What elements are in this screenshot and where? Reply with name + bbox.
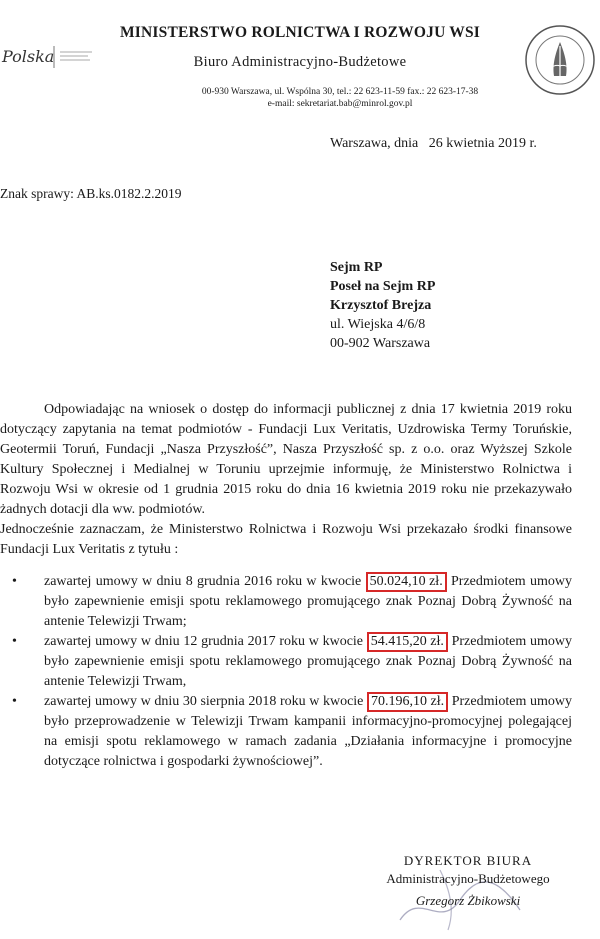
signature-title: DYREKTOR BIURA xyxy=(403,853,533,868)
item-text-after: Przedmiotem umowy było zapewnienie emisji spotu reklamowego promującego znak Poznaj Dobrą Żywność na antenie Telewizji Trwam, xyxy=(44,634,572,689)
recipient-line-1: Sejm RP xyxy=(330,260,383,275)
signature-office: Administracyjno-Budżetowego xyxy=(386,871,550,886)
paragraph-2: Jednocześnie zaznaczam, że Ministerstwo Rolnictwa i Rozwoju Wsi przekazało środki finansowe Fundacji Lux Veritatis z tytułu : xyxy=(0,522,572,557)
ministry-name: MINISTERSTWO ROLNICTWA I ROZWOJU WSI xyxy=(119,24,481,41)
recipient-line-5: 00-902 Warszawa xyxy=(330,336,431,351)
email-line: e-mail: sekretariat.bab@minrol.gov.pl xyxy=(267,99,413,109)
address-line: 00-930 Warszawa, ul. Wspólna 30, tel.: 22 623-11-59 fax.: 22 623-17-38 xyxy=(201,87,479,97)
recipient-line-3: Krzysztof Brejza xyxy=(330,298,432,313)
item-text-after: Przedmiotem umowy było przeprowadzenie w Telewizji Trwam kampanii informacyjno-promocyjnej polegającej na emisji spotu reklamowego w ramach zadania „Działania informacyjne i promocyjne dotyczące rolnictwa i gospodarki żywnościowej”. xyxy=(44,694,572,769)
svg-text:Polska: Polska xyxy=(2,47,55,66)
case-number: Znak sprawy: AB.ks.0182.2.2019 xyxy=(0,186,182,201)
contact-block xyxy=(170,86,510,110)
payments-list xyxy=(0,572,572,772)
bullet-icon: • xyxy=(12,694,17,709)
recipient-address xyxy=(330,258,435,353)
paragraph-1: Odpowiadając na wniosek o dostęp do informacji publicznej z dnia 17 kwietnia 2019 roku dotyczący zapytania na temat podmiotów - Fundacji Lux Veritatis, Uzdrowiska Termy Toruńskie, Geotermii Toruń, Fundacji „Nasza Przyszłość”, Nasza Przyszłość sp. z o.o. oraz Wyższej Szkole Kultury Społecznej i Medialnej w Toruniu uprzejmie informuję, że Ministerstwo Rolnictwa i Rozwoju Wsi w okresie od 1 grudnia 2015 roku do dnia 16 kwietnia 2019 roku nie przekazywało żadnych dotacji dla ww. podmiotów. xyxy=(0,402,572,517)
bullet-icon: • xyxy=(12,574,17,589)
amount-highlight: 50.024,10 zł. xyxy=(366,572,447,592)
list-item xyxy=(0,572,572,632)
recipient-line-2: Poseł na Sejm RP xyxy=(330,279,436,294)
item-text-before: zawartej umowy w dniu 12 grudnia 2017 roku w kwocie xyxy=(44,634,367,649)
amount-highlight: 54.415,20 zł. xyxy=(367,632,448,652)
recipient-line-4: ul. Wiejska 4/6/8 xyxy=(330,317,426,332)
amount-highlight: 70.196,10 zł. xyxy=(367,692,448,712)
item-text-after: Przedmiotem umowy było zapewnienie emisji spotu reklamowego promującego znak Poznaj Dobrą Żywność na antenie Telewizji Trwam; xyxy=(44,574,572,629)
signature-name: Grzegorz Żbikowski xyxy=(415,893,521,908)
item-text-before: zawartej umowy w dniu 8 grudnia 2016 roku w kwocie xyxy=(44,574,366,589)
list-item xyxy=(0,632,572,692)
bullet-icon: • xyxy=(12,634,17,649)
signature-block xyxy=(368,852,568,910)
office-name: Biuro Administracyjno-Budżetowe xyxy=(193,54,407,70)
list-item xyxy=(0,692,572,772)
date-line: Warszawa, dnia 26 kwietnia 2019 r. xyxy=(330,136,537,151)
item-text-before: zawartej umowy w dniu 30 sierpnia 2018 roku w kwocie xyxy=(44,694,368,709)
